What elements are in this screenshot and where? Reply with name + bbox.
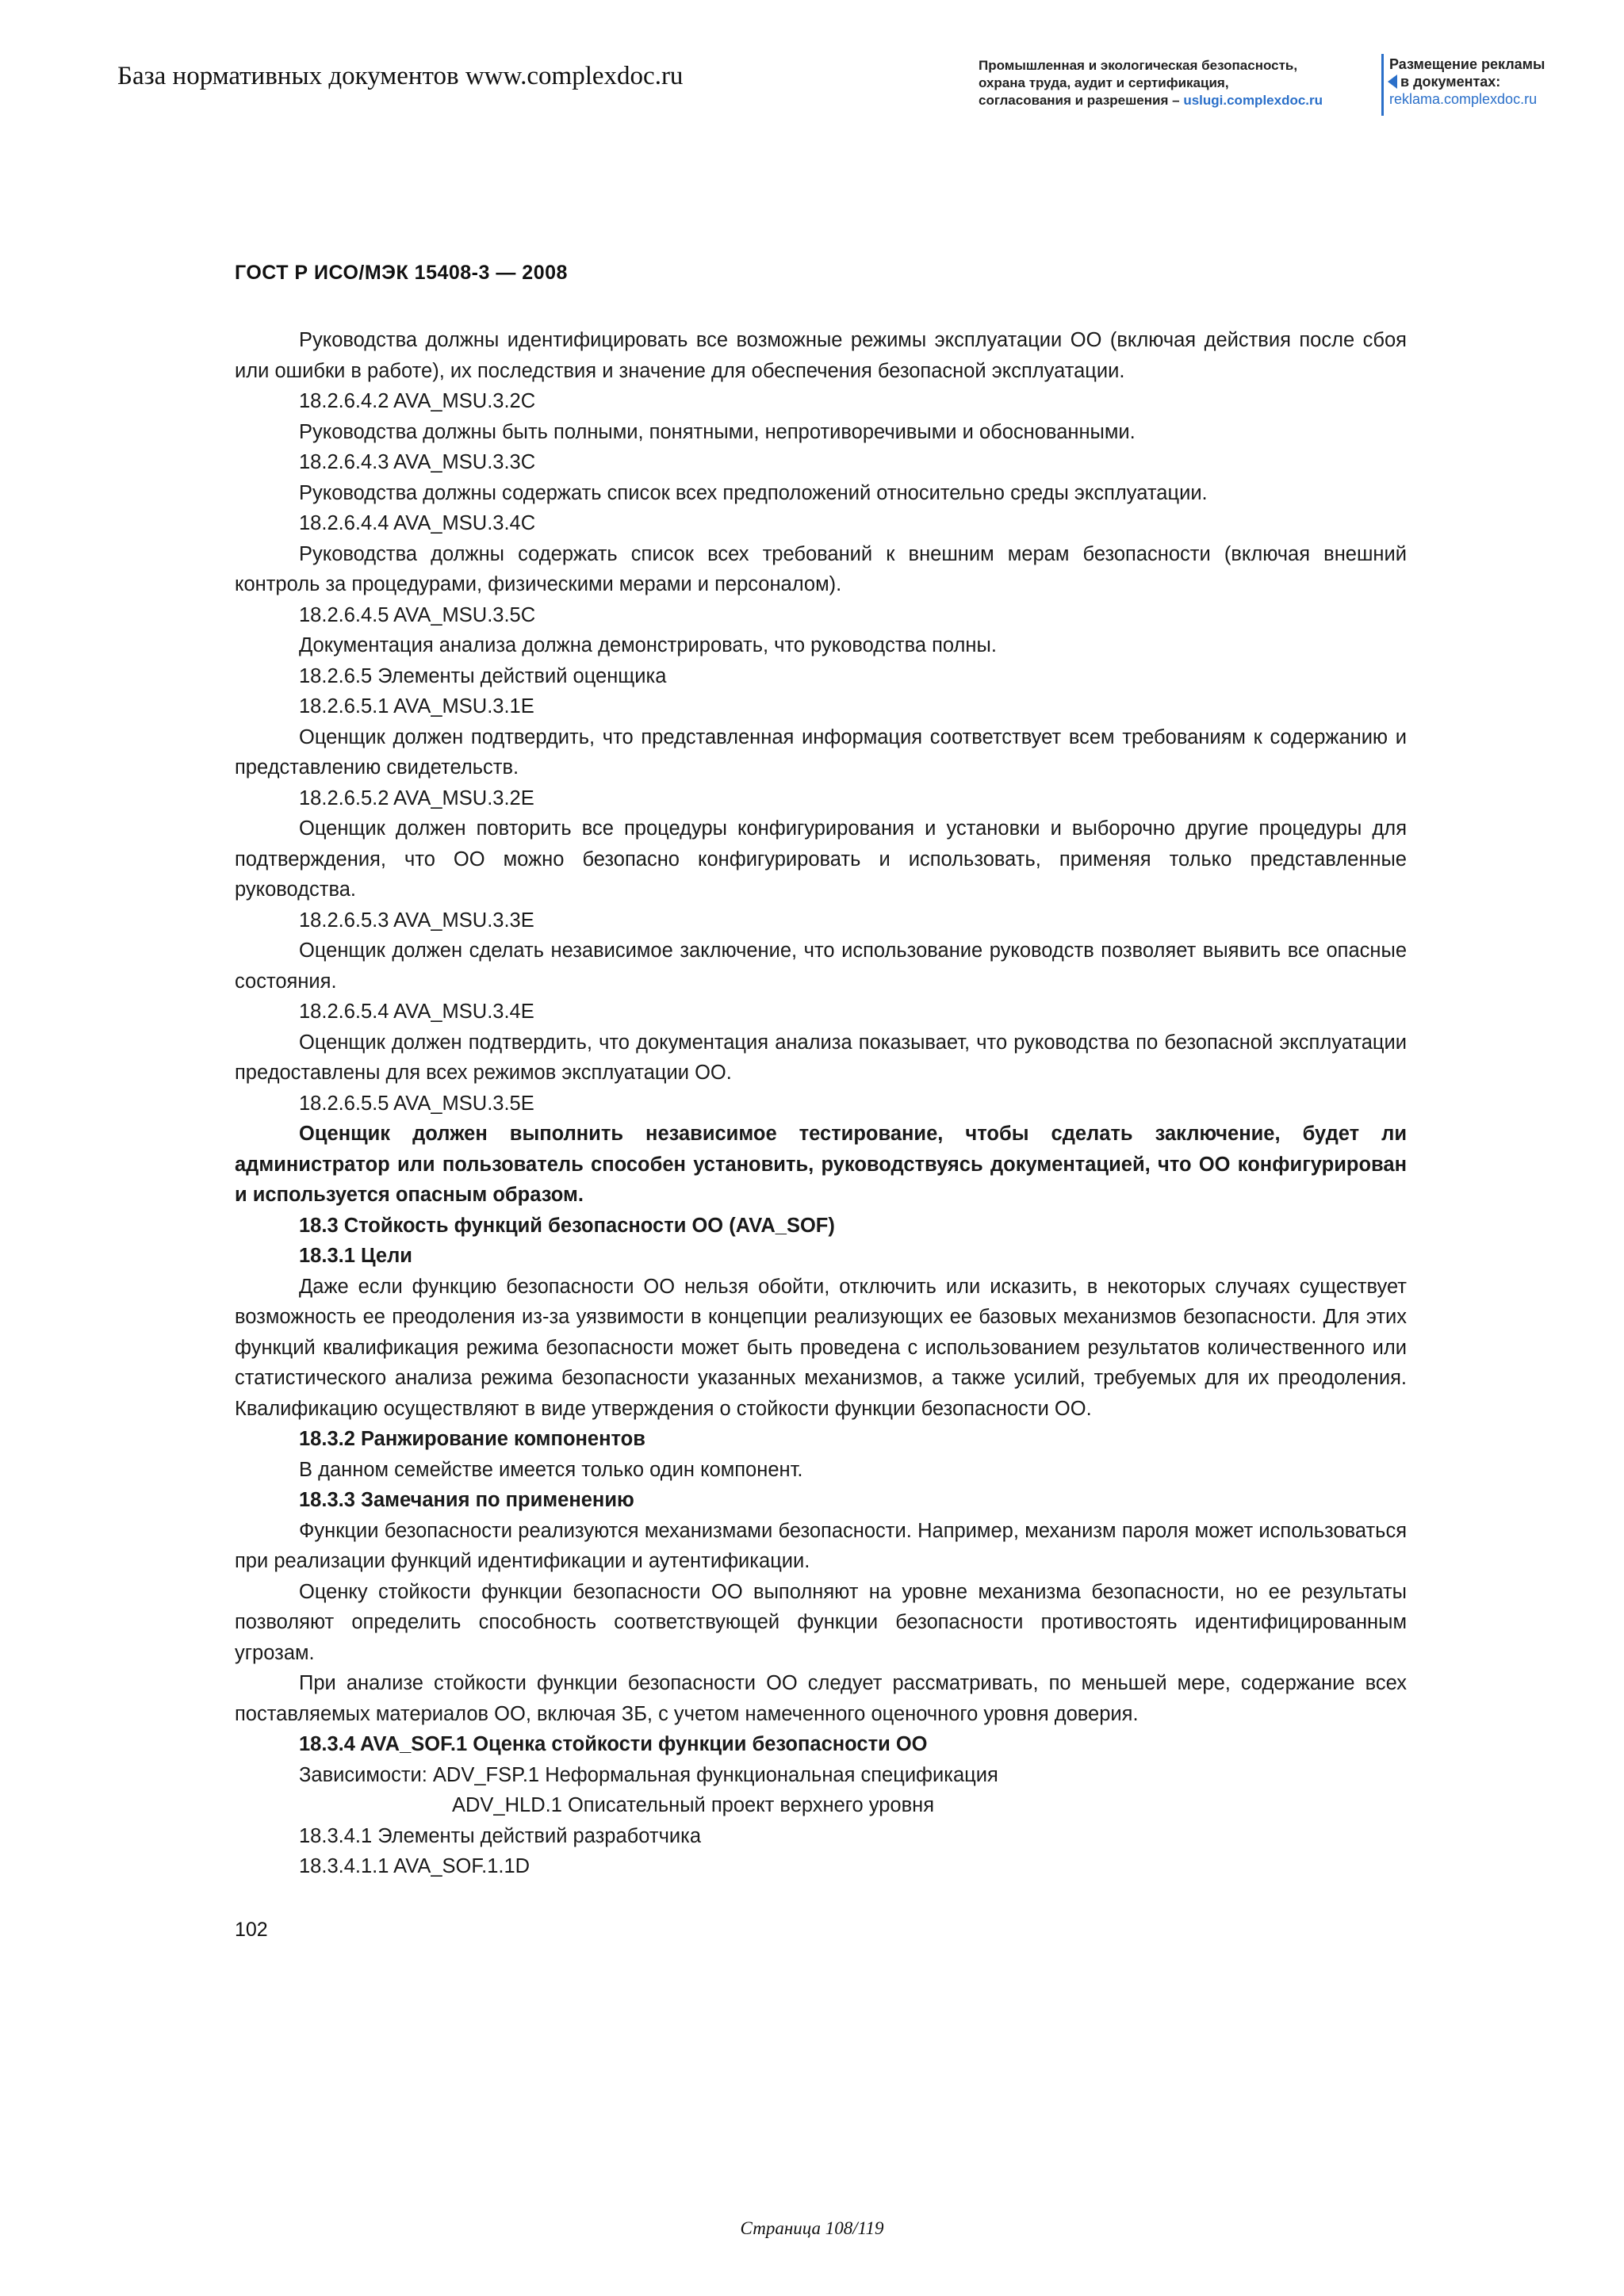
- paragraph: Оценщик должен сделать независимое заключение, что использование руководств позволяет выявить все опасные состояния.: [235, 939, 1407, 993]
- clause-number: 18.3.4.1.1 AVA_SOF.1.1D: [299, 1855, 530, 1877]
- ads-line-2: в документах:: [1400, 74, 1501, 90]
- section-heading: 18.3.2 Ранжирование компонентов: [299, 1428, 645, 1450]
- clause-number: 18.2.6.4.2 AVA_MSU.3.2C: [299, 390, 536, 412]
- paragraph: Руководства должны идентифицировать все возможные режимы эксплуатации ОО (включая действия после сбоя или ошибки в работе), их последствия и значение для обеспечения безопасной эксплуатации.: [235, 329, 1407, 382]
- clause-number: 18.2.6.5.3 AVA_MSU.3.3E: [299, 909, 534, 932]
- paragraph: Функции безопасности реализуются механизмами безопасности. Например, механизм пароля может использоваться при реализации функций идентификации и аутентификации.: [235, 1519, 1407, 1572]
- paragraph: Оценщик должен подтвердить, что документация анализа показывает, что руководства по безопасной эксплуатации предоставлены для всех режимов эксплуатации ОО.: [235, 1031, 1407, 1084]
- bold-paragraph: Оценщик должен выполнить независимое тестирование, чтобы сделать заключение, будет ли администратор или пользователь способен установить, руководствуясь документацией, что ОО конфигурирован и используется опасным образом.: [235, 1123, 1407, 1206]
- dependencies-line-2: ADV_HLD.1 Описательный проект верхнего уровня: [452, 1794, 935, 1816]
- clause-number: 18.3.4.1 Элементы действий разработчика: [299, 1824, 701, 1847]
- paragraph: Документация анализа должна демонстрировать, что руководства полны.: [299, 634, 997, 656]
- clause-number: 18.2.6.4.3 AVA_MSU.3.3C: [299, 451, 536, 473]
- clause-number: 18.2.6.4.4 AVA_MSU.3.4C: [299, 512, 536, 534]
- paragraph: Руководства должны содержать список всех требований к внешним мерам безопасности (включая внешний контроль за процедурами, физическими мерами и персоналом).: [235, 542, 1407, 595]
- clause-number: 18.2.6.5 Элементы действий оценщика: [299, 664, 667, 687]
- paragraph: Даже если функцию безопасности ОО нельзя обойти, отключить или исказить, в некоторых случаях существует возможность ее преодоления из-за уязвимости в концепции реализующих ее базовых механизмов безопасности. Для этих функций квалификация режима безопасности может быть проведена с использованием результатов количественного или статистического анализа режима безопасности указанных механизмов, а также усилий, требуемых для их преодоления. Квалификацию осуществляют в виде утверждения о стойкости функции безопасности ОО.: [235, 1275, 1407, 1420]
- section-heading: 18.3 Стойкость функций безопасности ОО (AVA_SOF): [299, 1214, 835, 1237]
- ads-link[interactable]: reklama.complexdoc.ru: [1389, 91, 1538, 107]
- services-link[interactable]: uslugi.complexdoc.ru: [1183, 93, 1323, 108]
- ads-line-1: Размещение рекламы: [1389, 56, 1545, 72]
- section-heading: 18.3.3 Замечания по применению: [299, 1489, 634, 1511]
- paragraph: Руководства должны содержать список всех предположений относительно среды эксплуатации.: [299, 481, 1208, 504]
- services-line-1: Промышленная и экологическая безопасность,: [979, 58, 1298, 73]
- clause-number: 18.2.6.4.5 AVA_MSU.3.5C: [299, 603, 536, 626]
- clause-number: 18.2.6.5.5 AVA_MSU.3.5E: [299, 1092, 534, 1115]
- clause-number: 18.2.6.5.1 AVA_MSU.3.1E: [299, 695, 534, 718]
- clause-number: 18.2.6.5.2 AVA_MSU.3.2E: [299, 786, 534, 809]
- document-header: ГОСТ Р ИСО/МЭК 15408-3 — 2008: [235, 262, 568, 284]
- page-number: 102: [235, 1919, 268, 1941]
- document-body: [235, 325, 1407, 1882]
- dependencies-line: Зависимости: ADV_FSP.1 Неформальная функциональная спецификация: [299, 1763, 998, 1786]
- paragraph: В данном семействе имеется только один компонент.: [299, 1458, 803, 1481]
- paragraph: Оценку стойкости функции безопасности ОО выполняют на уровне механизма безопасности, но ее результаты позволяют определить способность соответствующей функции безопасности противостоять идентифицированным угрозам.: [235, 1580, 1407, 1664]
- left-arrow-icon: [1388, 75, 1397, 89]
- ads-line-2-row: [1389, 73, 1595, 90]
- ads-banner[interactable]: [1389, 55, 1595, 108]
- section-heading: 18.3.1 Цели: [299, 1245, 412, 1267]
- services-line-3-text: согласования и разрешения –: [979, 93, 1180, 108]
- services-line-3: [979, 92, 1375, 109]
- paragraph: При анализе стойкости функции безопасности ОО следует рассматривать, по меньшей мере, содержание всех поставляемых материалов ОО, включая ЗБ, с учетом намеченного оценочного уровня доверия.: [235, 1672, 1407, 1725]
- banner-divider: [1381, 54, 1384, 116]
- section-heading: 18.3.4 AVA_SOF.1 Оценка стойкости функции безопасности ОО: [299, 1733, 928, 1755]
- services-banner[interactable]: [979, 57, 1375, 109]
- paragraph: Оценщик должен подтвердить, что представленная информация соответствует всем требованиям к содержанию и представлению свидетельств.: [235, 725, 1407, 779]
- clause-number: 18.2.6.5.4 AVA_MSU.3.4E: [299, 1001, 534, 1023]
- paragraph: Руководства должны быть полными, понятными, непротиворечивыми и обоснованными.: [299, 420, 1136, 443]
- paragraph: Оценщик должен повторить все процедуры конфигурирования и установки и выборочно другие процедуры для подтверждения, что ОО можно безопасно конфигурировать и использовать, применяя только представленные руководства.: [235, 817, 1407, 901]
- footer-page-label: Страница 108/119: [740, 2218, 884, 2238]
- site-title: База нормативных документов www.complexdoc.ru: [117, 62, 684, 90]
- services-line-2: охрана труда, аудит и сертификация,: [979, 75, 1229, 90]
